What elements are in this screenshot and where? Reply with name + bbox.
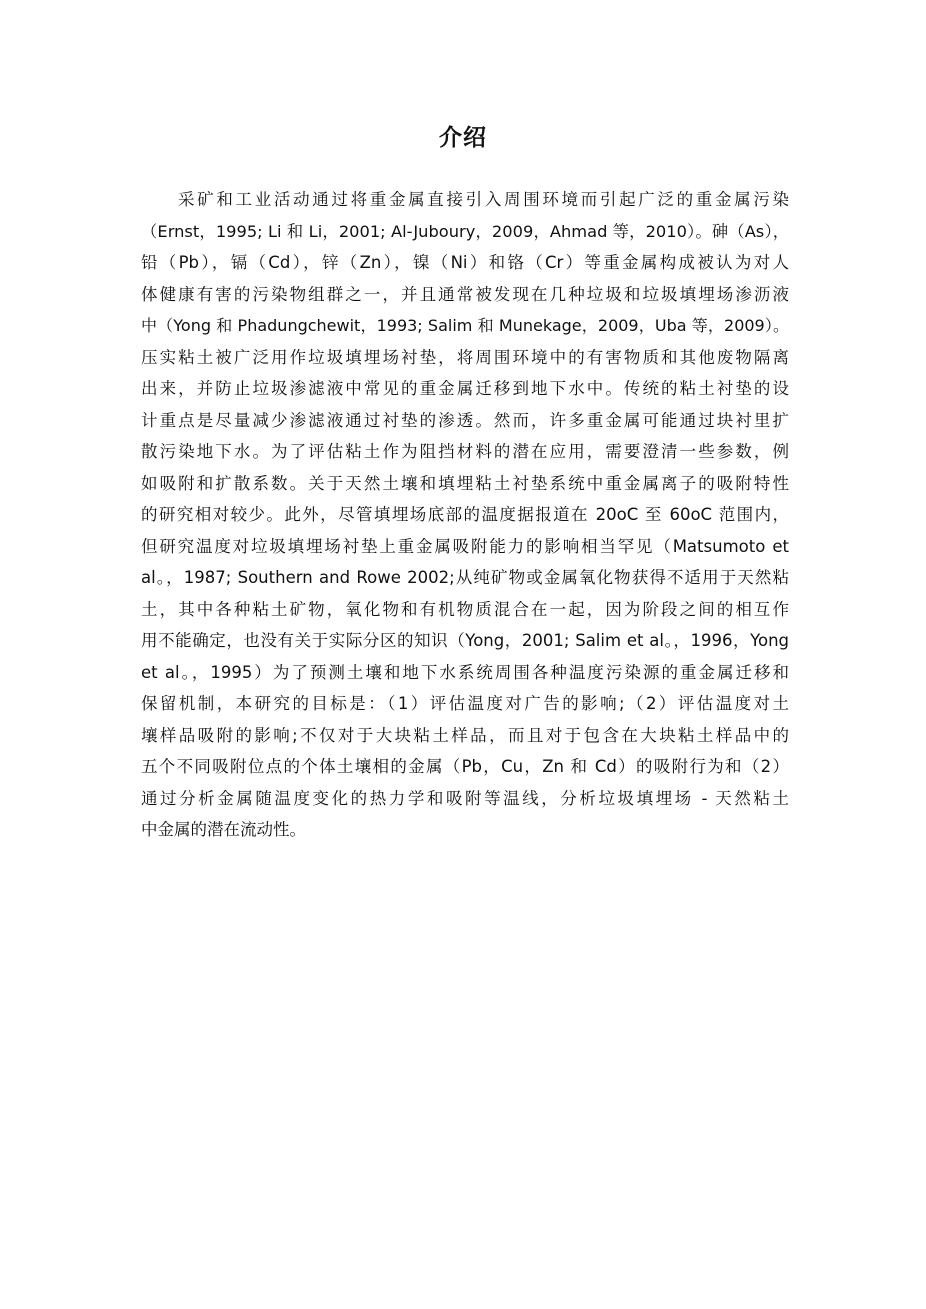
paragraph-line: 体健康有害的污染物组群之一，并且通常被发现在几种垃圾和垃圾填埋场渗沥液	[141, 284, 789, 304]
paragraph-line: 散污染地下水。为了评估粘土作为阻挡材料的潜在应用，需要澄清一些参数，例	[141, 442, 789, 461]
paragraph-line: et al。，1995）为了预测土壤和地下水系统周围各种温度污染源的重金属迁移和	[141, 662, 789, 682]
paragraph-line: 五个不同吸附位点的个体土壤相的金属（Pb，Cu，Zn 和 Cd）的吸附行为和（2）	[141, 757, 789, 776]
paragraph-line: 保留机制，本研究的目标是：（1）评估温度对广告的影响;（2）评估温度对土	[141, 694, 789, 713]
paragraph-line: 壤样品吸附的影响;不仅对于大块粘土样品，而且对于包含在大块粘土样品中的	[141, 725, 789, 745]
page-title: 介绍	[439, 125, 487, 151]
paragraph-line: 但研究温度对垃圾填埋场衬垫上重金属吸附能力的影响相当罕见（Matsumoto et	[141, 536, 789, 556]
paragraph-line: al。，1987; Southern and Rowe 2002;从纯矿物或金属氧化物获得不适用于天然粘	[141, 568, 789, 587]
paragraph-line: 采矿和工业活动通过将重金属直接引入周围环境而引起广泛的重金属污染	[178, 190, 789, 209]
paragraph-line: 土，其中各种粘土矿物，氧化物和有机物质混合在一起，因为阶段之间的相互作	[141, 599, 789, 619]
paragraph-line: 的研究相对较少。此外，尽管填埋场底部的温度据报道在 20oC 至 60oC 范围内，	[141, 505, 789, 524]
paragraph-line: 通过分析金属随温度变化的热力学和吸附等温线，分析垃圾填埋场 - 天然粘土	[141, 788, 789, 808]
paragraph-line: （Ernst，1995; Li 和 Li，2001; Al-Juboury，2009，Ahmad 等，2010）。砷（As），	[141, 221, 789, 241]
paragraph-line: 铅（Pb），镉（Cd），锌（Zn），镍（Ni）和铬（Cr）等重金属构成被认为对人	[141, 253, 789, 272]
paragraph-line: 如吸附和扩散系数。关于天然土壤和填埋粘土衬垫系统中重金属离子的吸附特性	[141, 473, 789, 493]
paragraph-line: 中（Yong 和 Phadungchewit，1993; Salim 和 Munekage，2009，Uba 等，2009）。	[141, 316, 789, 335]
paragraph-line: 出来，并防止垃圾渗滤液中常见的重金属迁移到地下水中。传统的粘土衬垫的设	[141, 379, 789, 398]
body-paragraph	[141, 184, 789, 846]
paragraph-line: 计重点是尽量减少渗滤液通过衬垫的渗透。然而，许多重金属可能通过块衬里扩	[141, 410, 789, 430]
paragraph-line: 中金属的潜在流动性。	[141, 820, 306, 839]
paragraph-line: 压实粘土被广泛用作垃圾填埋场衬垫，将周围环境中的有害物质和其他废物隔离	[141, 347, 789, 367]
paragraph-line: 用不能确定，也没有关于实际分区的知识（Yong，2001; Salim et al。，1996，Yong	[141, 631, 789, 650]
